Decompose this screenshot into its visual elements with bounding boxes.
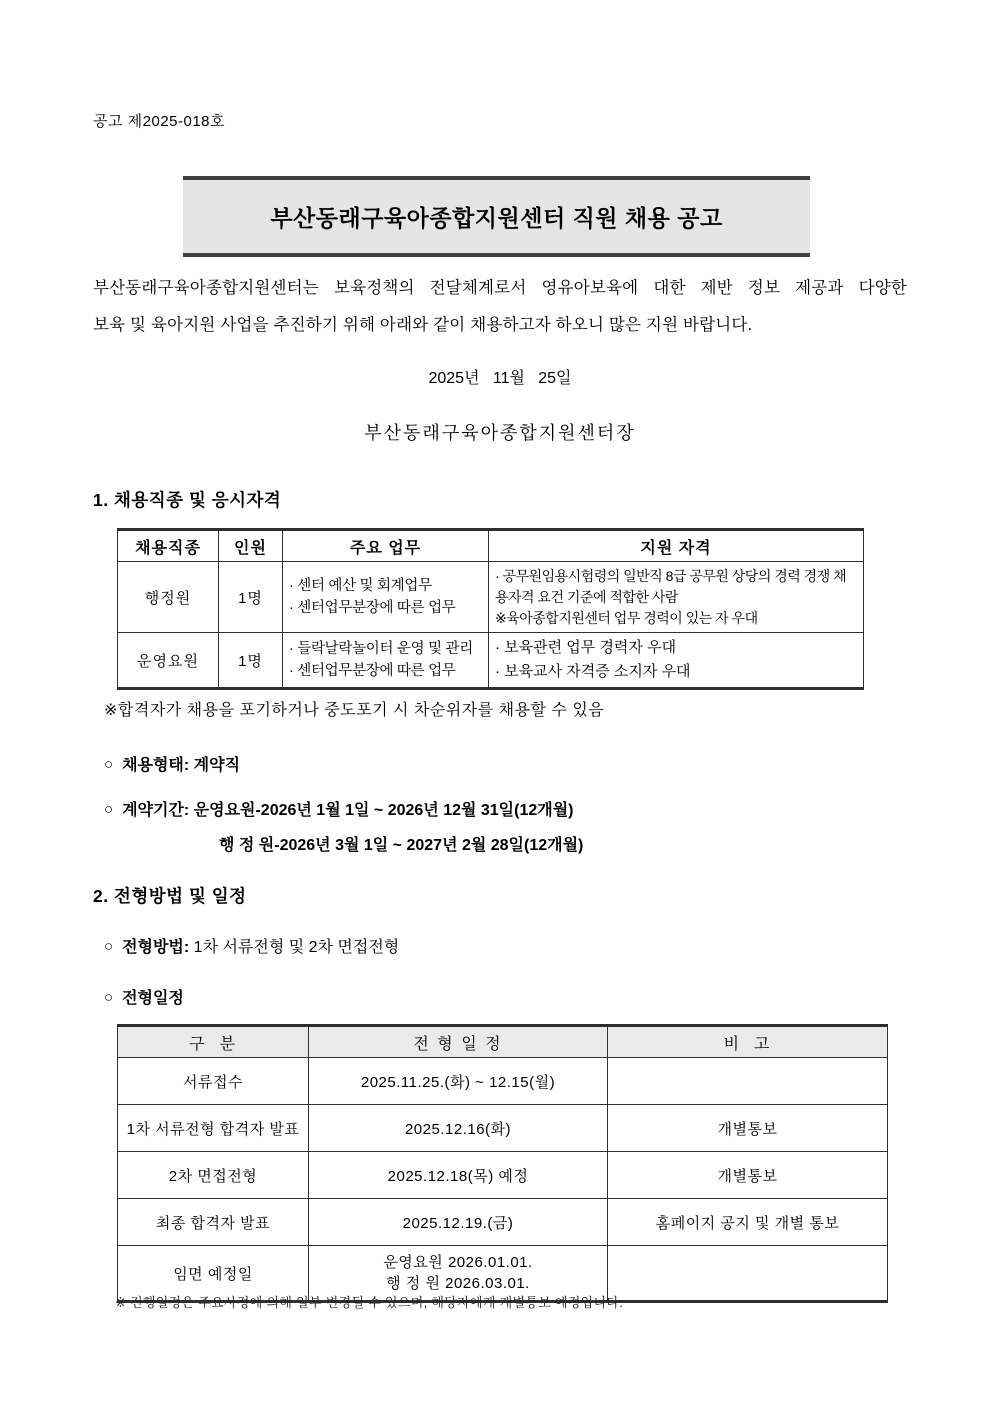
table-row-operations bbox=[118, 633, 864, 689]
selection-schedule-table bbox=[117, 1024, 888, 1303]
title-box bbox=[183, 176, 810, 257]
contract-period-line2: 행 정 원-2026년 3월 1일 ~ 2027년 2월 28일(12개월) bbox=[219, 837, 584, 854]
header-remarks: 비 고 bbox=[608, 1026, 888, 1058]
issuer-signature: 부산동래구육아종합지원센터장 bbox=[364, 423, 636, 443]
qualifications-cell: · 보육관련 업무 경력자 우대 · 보육교사 자격증 소지자 우대 bbox=[489, 633, 864, 689]
remark-cell: 개별통보 bbox=[608, 1152, 888, 1199]
selection-method-label: 전형방법: bbox=[122, 939, 190, 956]
intro-paragraph-line2: 보육 및 육아지원 사업을 추진하기 위해 아래와 같이 채용하고자 하오니 많은 지원 바랍니다. bbox=[93, 316, 753, 334]
employment-type-text: 채용형태: 계약직 bbox=[122, 757, 241, 774]
schedule-table-header-row bbox=[118, 1026, 888, 1058]
category-cell: 1차 서류전형 합격자 발표 bbox=[118, 1105, 309, 1152]
schedule-cell: 운영요원 2026.01.01. 행 정 원 2026.03.01. bbox=[309, 1246, 608, 1302]
selection-method-value: 1차 서류전형 및 2차 면접전형 bbox=[189, 939, 400, 956]
recruitment-positions-table bbox=[117, 528, 864, 690]
section2-heading: 2. 전형방법 및 일정 bbox=[93, 886, 247, 906]
table2-footnote: ※ 진행일정은 주요사정에 의해 일부 변경될 수 있으며, 해당자에게 개별통보 예정입니다. bbox=[115, 1295, 624, 1310]
header-schedule: 전 형 일 정 bbox=[309, 1026, 608, 1058]
schedule-row-interview bbox=[118, 1152, 888, 1199]
schedule-label-line bbox=[104, 985, 184, 1008]
circle-bullet-icon: ○ bbox=[104, 938, 114, 955]
category-cell: 2차 면접전형 bbox=[118, 1152, 309, 1199]
table-row-admin bbox=[118, 562, 864, 633]
header-category: 구 분 bbox=[118, 1026, 309, 1058]
selection-method-line bbox=[104, 934, 399, 957]
remark-cell: 홈페이지 공지 및 개별 통보 bbox=[608, 1199, 888, 1246]
employment-type-line bbox=[104, 752, 240, 775]
intro-paragraph-line1: 부산동래구육아종합지원센터는 보육정책의 전달체계로서 영유아보육에 대한 제반 정보 제공과 다양한 bbox=[93, 279, 907, 297]
schedule-row-final-result bbox=[118, 1199, 888, 1246]
qualifications-cell: · 공무원임용시험령의 일반직 8급 공무원 상당의 경력 경쟁 채용자격 요건 기준에 적합한 사람 ※육아종합지원센터 업무 경력이 있는 자 우대 bbox=[489, 562, 864, 633]
category-cell: 최종 합격자 발표 bbox=[118, 1199, 309, 1246]
schedule-row-first-result bbox=[118, 1105, 888, 1152]
remark-cell: 개별통보 bbox=[608, 1105, 888, 1152]
schedule-cell: 2025.12.16(화) bbox=[309, 1105, 608, 1152]
circle-bullet-icon: ○ bbox=[104, 989, 114, 1006]
document-title: 부산동래구육아종합지원센터 직원 채용 공고 bbox=[270, 205, 723, 231]
circle-bullet-icon: ○ bbox=[104, 801, 114, 818]
duties-cell: · 들락날락놀이터 운영 및 관리 · 센터업무분장에 따른 업무 bbox=[283, 633, 489, 689]
header-headcount: 인원 bbox=[219, 530, 283, 562]
category-cell: 서류접수 bbox=[118, 1058, 309, 1105]
job-type-cell: 운영요원 bbox=[118, 633, 219, 689]
schedule-cell: 2025.11.25.(화) ~ 12.15(월) bbox=[309, 1058, 608, 1105]
schedule-cell: 2025.12.18(목) 예정 bbox=[309, 1152, 608, 1199]
header-qualifications: 지원 자격 bbox=[489, 530, 864, 562]
header-job-type: 채용직종 bbox=[118, 530, 219, 562]
remark-cell bbox=[608, 1246, 888, 1302]
contract-period-text: 계약기간: 운영요원-2026년 1월 1일 ~ 2026년 12월 31일(12개월) bbox=[122, 802, 574, 819]
document-date: 2025년 11월 25일 bbox=[428, 370, 572, 387]
schedule-row-application bbox=[118, 1058, 888, 1105]
circle-bullet-icon: ○ bbox=[104, 756, 114, 773]
header-main-duties: 주요 업무 bbox=[283, 530, 489, 562]
recruitment-table-header-row bbox=[118, 530, 864, 562]
section1-heading: 1. 채용직종 및 응시자격 bbox=[93, 490, 282, 510]
category-cell: 임면 예정일 bbox=[118, 1246, 309, 1302]
table1-footnote: ※합격자가 채용을 포기하거나 중도포기 시 차순위자를 채용할 수 있음 bbox=[104, 702, 605, 719]
notice-number: 공고 제2025-018호 bbox=[93, 113, 226, 130]
headcount-cell: 1명 bbox=[219, 633, 283, 689]
headcount-cell: 1명 bbox=[219, 562, 283, 633]
remark-cell bbox=[608, 1058, 888, 1105]
duties-cell: · 센터 예산 및 회계업무 · 센터업무분장에 따른 업무 bbox=[283, 562, 489, 633]
contract-period-line bbox=[104, 797, 574, 820]
schedule-cell: 2025.12.19.(금) bbox=[309, 1199, 608, 1246]
schedule-label: 전형일정 bbox=[122, 990, 184, 1007]
job-type-cell: 행정원 bbox=[118, 562, 219, 633]
